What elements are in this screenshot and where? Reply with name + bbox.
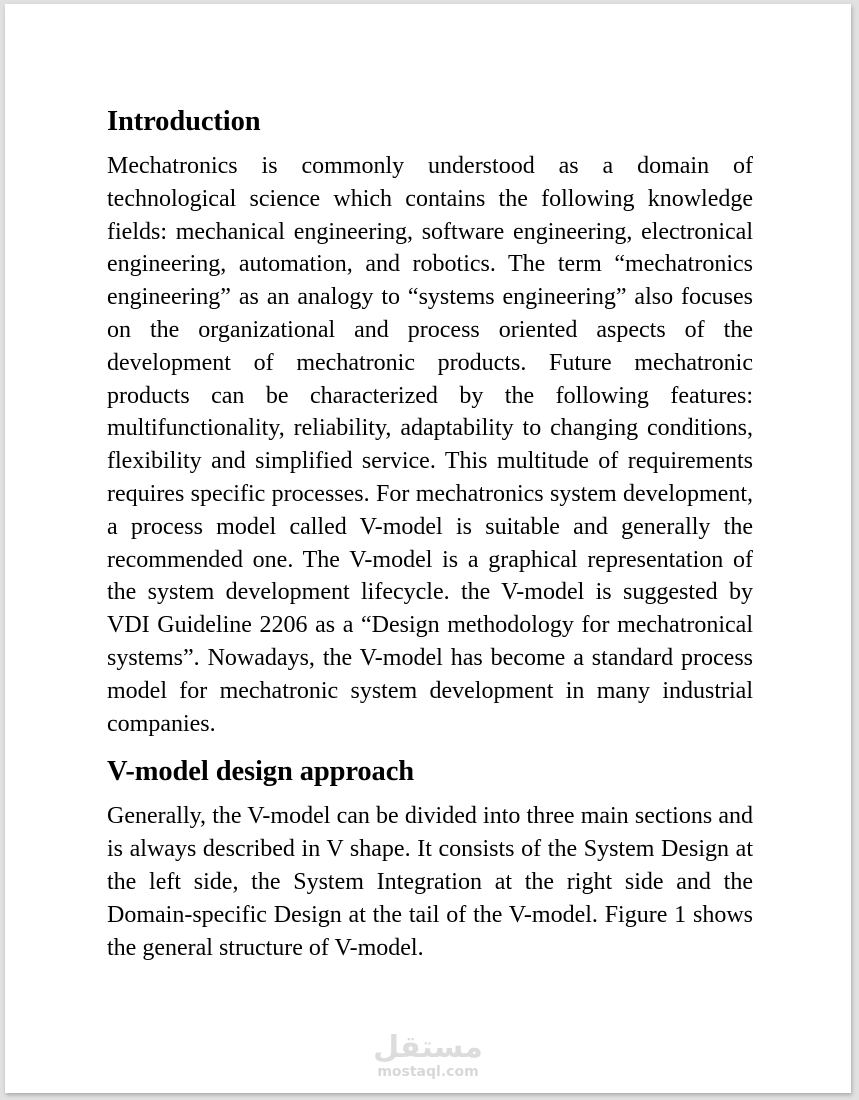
introduction-paragraph: Mechatronics is commonly understood as a domain of technological science which contains the following knowledge fields: mechanical engineering, software engineering, electronical engineering, automation, and robotics. The term “mechatronics engineering” as an analogy to “systems engineering” also focuses on the organizational and process oriented aspects of the development of mechatronic products. Future mechatronic products can be characterized by the following features: multifunctionality, reliability, adaptability to changing conditions, flexibility and simplified service. This multitude of requirements requires specific processes. For mechatronics system development, a process model called V-model is suitable and generally the recommended one. The V-model is a graphical representation of the system development lifecycle. the V-model is suggested by VDI Guideline 2206 as a “Design methodology for mechatronical systems”. Nowadays, the V-model has become a standard process model for mechatronic system development in many industrial companies. [107, 153, 753, 737]
watermark-arabic-text: مستقل [373, 1030, 483, 1065]
v-model-paragraph: Generally, the V-model can be divided into three main sections and is always described in V shape. It consists of the System Design at the left side, the System Integration at the right side and the Domain-specific Design at the tail of the V-model. Figure 1 shows the general structure of V-model. [107, 803, 753, 961]
page-content [107, 102, 753, 964]
document-page [5, 4, 851, 1093]
watermark-logo [5, 1032, 851, 1080]
section-heading-v-model-design-approach: V-model design approach [107, 756, 415, 788]
section-heading-introduction: Introduction [107, 106, 261, 137]
watermark-domain-text: mostaql.com [377, 1064, 479, 1080]
